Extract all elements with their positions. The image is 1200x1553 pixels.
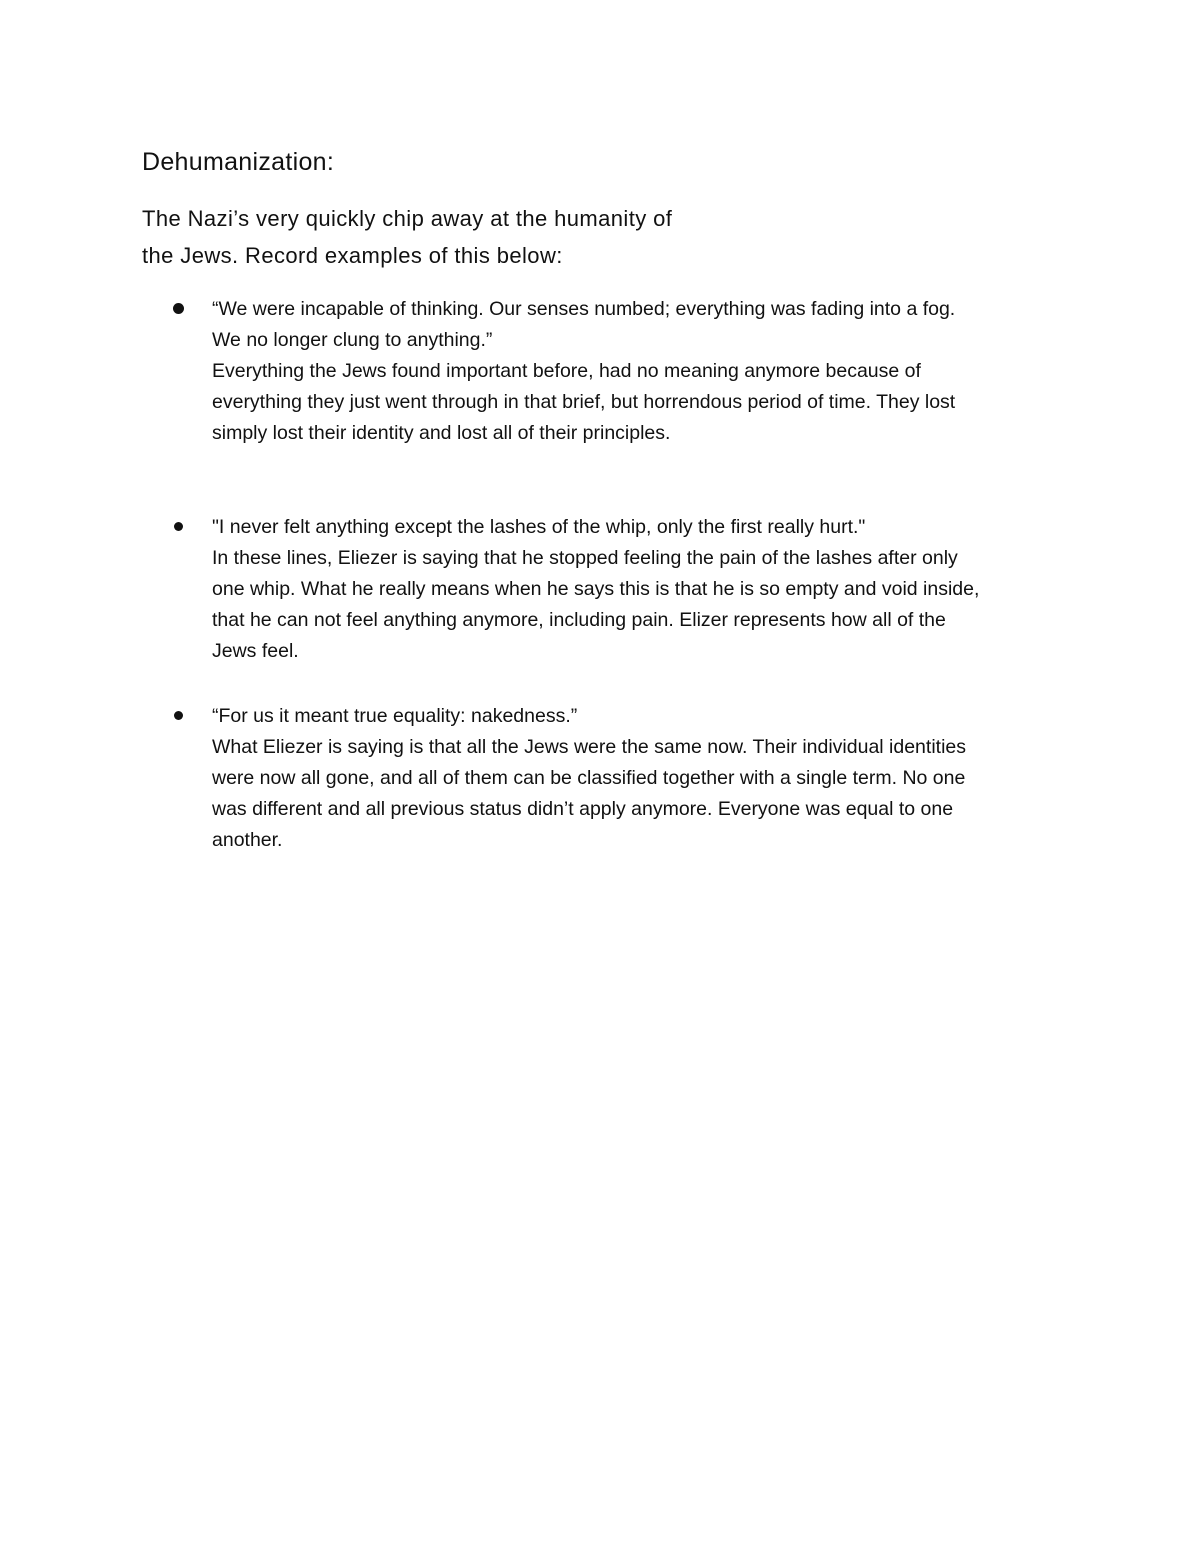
bullet-icon	[174, 711, 183, 720]
quote-line: "I never felt anything except the lashes of the whip, only the first really hurt."	[212, 516, 866, 538]
bullet-icon	[174, 522, 183, 531]
explanation-line: were now all gone, and all of them can be classified together with a single term. No one	[212, 767, 966, 789]
quote-line: “We were incapable of thinking. Our senses numbed; everything was fading into a fog.	[212, 298, 956, 320]
quote-line: We no longer clung to anything.”	[212, 329, 493, 351]
intro-line: the Jews. Record examples of this below:	[142, 243, 563, 268]
explanation-line: In these lines, Eliezer is saying that he stopped feeling the pain of the lashes after only	[212, 547, 958, 569]
list-item	[212, 512, 1092, 667]
intro-paragraph	[142, 200, 782, 274]
explanation-line: everything they just went through in that brief, but horrendous period of time. They lost	[212, 391, 956, 413]
quote-line: “For us it meant true equality: nakedness.”	[212, 705, 578, 727]
explanation-line: one whip. What he really means when he says this is that he is so empty and void inside,	[212, 578, 980, 600]
page-title: Dehumanization:	[142, 148, 335, 176]
explanation-line: simply lost their identity and lost all of their principles.	[212, 422, 671, 444]
explanation-line: was different and all previous status didn’t apply anymore. Everyone was equal to one	[212, 798, 954, 820]
explanation-line: What Eliezer is saying is that all the Jews were the same now. Their individual identities	[212, 736, 966, 758]
list-item	[212, 701, 1092, 856]
explanation-line: another.	[212, 829, 283, 851]
explanation-line: Everything the Jews found important before, had no meaning anymore because of	[212, 360, 921, 382]
intro-line: The Nazi’s very quickly chip away at the humanity of	[142, 206, 673, 231]
explanation-line: that he can not feel anything anymore, including pain. Elizer represents how all of the	[212, 609, 946, 631]
bullet-icon	[173, 303, 184, 314]
list-item	[212, 294, 1092, 449]
explanation-line: Jews feel.	[212, 640, 299, 662]
